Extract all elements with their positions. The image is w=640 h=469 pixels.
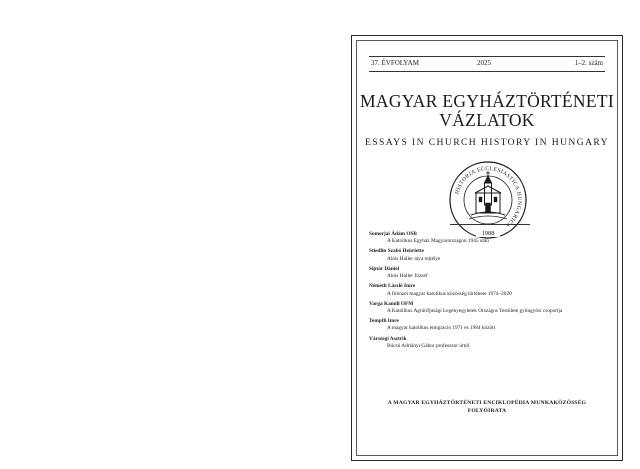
entry-author: Siptár Dániel	[369, 265, 400, 272]
contents-entry	[369, 231, 607, 245]
cover-inner-border	[356, 40, 618, 456]
header-rule-bottom	[369, 71, 605, 72]
entry-title: A Katolikus Agrárifjúsági Legényegyletek Országos Testülete gyöngyösi csoportja	[387, 308, 563, 315]
journal-title-line2: VÁZLATOK	[439, 110, 535, 130]
entry-title: A Katolikus Egyház Magyarországon 1945 után	[387, 238, 489, 245]
volume-label: 37. ÉVFOLYAM	[371, 59, 419, 67]
contents-entry	[369, 266, 607, 280]
entry-title: Alois Haller József	[387, 273, 428, 280]
entry-title: A firenzei magyar katolikus közösség története 1974–2020	[387, 290, 512, 297]
issue-label: 1–2. szám	[574, 59, 603, 67]
journal-subtitle: ESSAYS IN CHURCH HISTORY IN HUNGARY	[364, 137, 610, 148]
seal-ring-text: HISTORIA ECCLESIASTICA HUNGARICA	[454, 165, 523, 229]
contents-entry	[369, 318, 607, 332]
entry-title: Alois Haller atya rejtélye	[387, 255, 441, 262]
entry-title: Búcsú Adriányi Gábor professzor úrtól	[387, 342, 470, 349]
publisher-line1: A MAGYAR EGYHÁZTÖRTÉNETI ENCIKLOPÉDIA MUNKAKÖZÖSSÉG	[387, 400, 587, 406]
entry-author: Varga Kamill OFM	[369, 300, 414, 307]
contents-entry	[369, 336, 607, 350]
entry-author: Németh László Imre	[369, 283, 416, 290]
journal-cover	[351, 35, 623, 461]
entry-title: A magyar katolikus emigráció 1971 és 1984 között	[387, 325, 496, 332]
contents-entry	[369, 248, 607, 262]
journal-title-line1: MAGYAR EGYHÁZTÖRTÉNETI	[360, 91, 614, 111]
publisher-footer	[371, 399, 603, 416]
contents-entry	[369, 283, 607, 297]
entry-author: Somorjai Ádám OSB	[369, 231, 417, 237]
publisher-line2: FOLYÓIRATA	[467, 408, 507, 415]
seal-year: 1988	[481, 230, 495, 237]
contents-entry	[369, 301, 607, 315]
entry-author: Várszegi Asztrik	[369, 335, 407, 342]
header-rule-top	[369, 56, 605, 57]
entry-author: Tempfli Imre	[369, 318, 399, 325]
table-of-contents	[369, 231, 607, 353]
divider-rule	[450, 224, 530, 225]
entry-author: Stiedlin Szabó Henriette	[369, 248, 425, 255]
year-label: 2025	[477, 59, 491, 67]
